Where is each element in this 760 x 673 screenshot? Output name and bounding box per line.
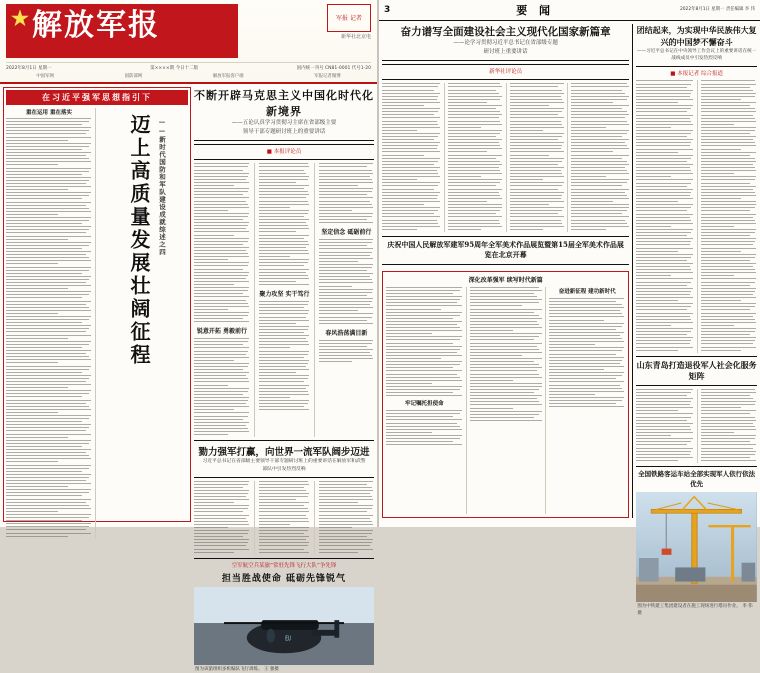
svg-text:EU: EU	[285, 635, 291, 643]
article-mid-headline: 勠力强军打赢，向世界一流军队阔步迈进	[198, 447, 370, 459]
masthead-meta-right: 国内统一刊号 CN81-0001 代号1-20	[296, 66, 371, 71]
masthead-nav-0[interactable]: 中国军网	[36, 74, 54, 79]
masthead-title: 解放军报	[6, 4, 238, 58]
article-a-col-3	[506, 83, 568, 232]
article-photo-headline: 担当胜战使命 砥砺先锋锐气	[221, 573, 347, 584]
redbox-banner: 在习近平强军思想指引下	[6, 90, 188, 105]
article-top-shoulder2: 领导干部专题研讨班上的重要讲话	[242, 128, 326, 135]
left-inline-head-2: 坚定信念 砥砺前行	[321, 229, 372, 237]
article-top-headline: 不断开辟马克思主义中国化时代化新境界	[194, 89, 374, 118]
feature-text-column	[6, 108, 95, 539]
article-mid-col-1	[194, 481, 254, 555]
highlight-sub-head-2: 奋进新征程 建功新时代	[558, 288, 616, 295]
article-d-col-1	[636, 389, 696, 463]
article-e	[636, 466, 757, 618]
article-mid-sub: 习近平总书记在省部级主要领导干部专题研讨班上的重要讲话在解放军和武警部队中引发热烈反响	[202, 459, 366, 472]
article-a-col-1	[382, 83, 444, 232]
left-inline-head-0: 锐意开拓 勇毅前行	[196, 328, 248, 336]
masthead-nav-2[interactable]: 解放军报客户端	[212, 74, 244, 79]
masthead-subline: 新华社北京电	[340, 34, 371, 40]
article-d-col-2	[697, 389, 757, 463]
article-a-headline: 奋力谱写全面建设社会主义现代化国家新篇章	[400, 26, 611, 38]
article-d-headline: 山东青岛打造退役军人社会化服务矩阵	[636, 359, 757, 381]
article-top-shoulder: ——五论认真学习贯彻习主席在省部级主要	[231, 120, 337, 126]
article-e-headline: 全国铁路客运车站全部实现军人依行依法优先	[638, 469, 756, 488]
article-d	[636, 356, 757, 463]
article-b-col-1	[636, 80, 696, 352]
article-c	[382, 236, 629, 268]
article-mid	[194, 440, 374, 555]
masthead-nav-3[interactable]: 军报记者微博	[314, 74, 341, 79]
left-inline-head-3: 春风浩荡满目新	[325, 329, 368, 337]
crane-photo-caption: 图为中铁建工集团建设者在施工现场进行塔吊作业。 李 伟摄	[637, 604, 753, 617]
article-a-byline: 新华社评论员	[489, 68, 523, 75]
article-photo	[194, 558, 374, 673]
page-right	[379, 0, 760, 617]
article-b-sub: ——习近平总书记在中央领导工作会议上的重要讲话在统一战线成员中引发热烈反响	[636, 49, 757, 62]
article-top-byline: ■ 本报评论员	[266, 148, 302, 155]
masthead-nav-1[interactable]: 国防部网	[124, 74, 143, 79]
page-left	[0, 0, 379, 672]
article-top-col-3	[314, 163, 374, 437]
crane-photo	[636, 492, 757, 602]
article-c-headline: 庆祝中国人民解放军建军95周年全军美术作品展览暨第15届全军美术作品展览在北京开幕	[387, 239, 624, 260]
left-inline-head-1: 聚力攻坚 实干笃行	[259, 291, 310, 299]
article-a	[382, 24, 629, 80]
masthead-date: 2022年8月1日 星期一	[6, 66, 52, 71]
folio-line: 2022年8月1日 星期一 责任编辑 李 伟	[679, 6, 755, 12]
article-a-col-2	[444, 83, 506, 232]
highlight-box-head: 深化改革强军 续写时代新篇	[468, 276, 543, 284]
photo-caption: 图为该旅组织多机编队飞行训练。 王 强摄	[195, 666, 279, 672]
article-top	[194, 87, 374, 160]
article-mid-col-2	[254, 481, 314, 555]
article-a-sub2: 研讨班上重要讲话	[483, 48, 528, 55]
masthead-logo: 军报 记者	[327, 4, 371, 32]
masthead	[0, 0, 377, 84]
helicopter-photo	[194, 587, 374, 665]
article-photo-kicker: 空军航空兵某旅“常驻先锋飞行大队”争先锋	[231, 562, 337, 569]
page-number: 3	[384, 5, 391, 15]
highlight-col-2	[466, 287, 546, 514]
masthead-meta-center: 第××××期 今日十二版	[150, 66, 199, 71]
article-b	[636, 24, 757, 353]
article-mid-col-3	[314, 481, 374, 555]
section-title: 要 闻	[516, 4, 555, 17]
masthead-meta	[6, 62, 371, 71]
highlight-col-3	[545, 287, 625, 514]
feature-subheadline: ——新时代国防和军队建设成就综述之四	[158, 118, 167, 256]
article-b-col-2	[697, 80, 757, 352]
feature-headline: 迈上高质量发展壮阔征程	[127, 114, 152, 367]
article-b-headline: 团结起来，为实现中华民族伟大复兴的中国梦不懈奋斗	[636, 25, 757, 47]
highlight-sub-head-1: 牢记嘱托担使命	[405, 401, 444, 408]
feature-subhead: 重在运用 重在落实	[26, 110, 72, 116]
highlight-col-1	[386, 287, 466, 514]
feature-redbox	[3, 87, 191, 522]
article-a-sub: ——论学习贯彻习近平总书记在省部级专题	[453, 40, 558, 46]
feature-body	[6, 118, 92, 537]
article-a-col-4	[567, 83, 629, 232]
feature-headline-column	[95, 108, 188, 539]
article-top-col-2	[254, 163, 314, 437]
masthead-right	[238, 4, 371, 42]
highlight-box	[382, 271, 629, 518]
article-b-byline: ■ 本报记者 综合报道	[670, 70, 723, 77]
article-top-col-1	[194, 163, 254, 437]
